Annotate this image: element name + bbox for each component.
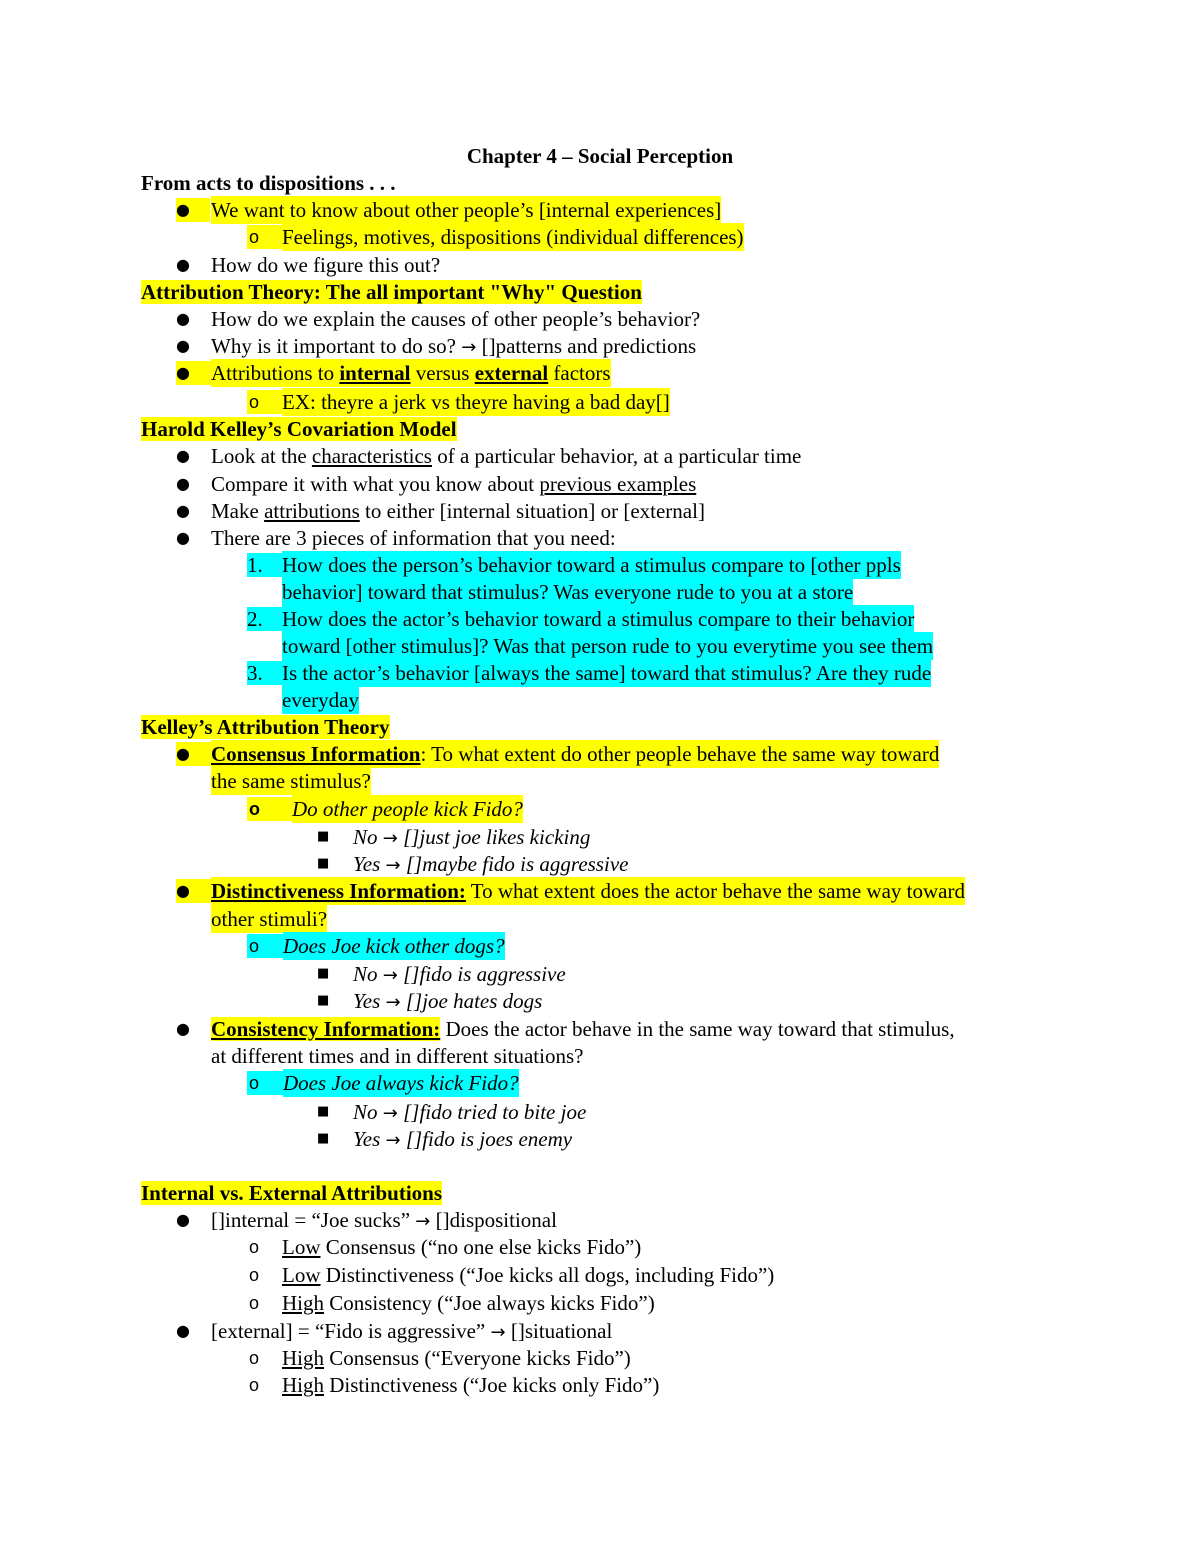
arrow-icon: → <box>461 337 477 358</box>
bullet-icon: ● <box>176 881 190 900</box>
list-number: 2. <box>247 607 263 631</box>
circle-bullet-icon: o <box>249 1293 260 1313</box>
bullet-icon: ● <box>176 528 190 547</box>
bullet-icon: ● <box>176 1210 190 1229</box>
bullet-icon: ● <box>176 255 190 274</box>
circle-bullet-icon: o <box>249 1265 260 1285</box>
document-page: Chapter 4 – Social Perception From acts to dispositions . . . ● We want to know about other people’s [internal experiences] o Feelings, motives, dispositions (individual differences) ● How do we figure this out? Attribution Theory: The all important "Why" Question ● How do we explain the causes of other people’s behavior? ● Why is it important to do so? → []patterns and predictions ● Attributions to internal versus external factors o EX: theyre a jerk vs theyre having a bad day[] Harold Kelley’s Covariation Model ● Look at the characteristics of a particular behavior, at a particular time ● Compare it with what you know about previous examples ● Make attributions to either [internal situation] or [external] ● There are 3 pieces of information that you need: 1. How does the person’s behavior toward a stimulus compare to [other ppls behavior] toward that stimulus? Was everyone rude to you at a store 2. How does the actor’s behavior toward a stimulus compare to their behavior toward [other stimulus]? Was that person rude to you everytime you see them 3. Is the actor’s behavior [always the same] toward that stimulus? Are they rude everyday Kelley’s Attribution Theory ● Consensus Information: To what extent do other people behave the same way toward the same stimulus? o Do other people kick Fido? ■ No → []just joe likes kicking ■ Yes → []maybe fido is aggressive ● Distinctiveness Information: To what extent does the actor behave the same way toward other stimuli? o Does Joe kick other dogs? ■ No → []fido is aggressive ■ Yes → []joe hates dogs ● Consistency Information: Does the actor behave in the same way toward that stimulus, at different times and in different situations? o Does Joe always kick Fido? ■ No → []fido tried to bite joe ■ Yes → []fido is joes enemy Internal vs. External Attributions ● []internal = “Joe sucks” → []dispositional o Low Consensus (“no one else kicks Fido”) o Low Distinctiveness (“Joe kicks all dogs, including Fido”) o High Consistency (“Joe always kicks Fido”) ● [external] = “Fido is aggressive” → []situational o High Consensus (“Everyone kicks Fido”) o High Distinctiveness (“Joe kicks only Fido”) <box>0 0 1200 1553</box>
arrow-icon: → <box>385 855 401 876</box>
heading-acts-to-dispositions: From acts to dispositions . . . <box>141 171 396 195</box>
square-bullet-icon: ■ <box>317 1104 330 1119</box>
arrow-icon: → <box>382 1103 398 1124</box>
circle-bullet-icon: o <box>249 1073 260 1093</box>
circle-bullet-icon: o <box>249 936 260 956</box>
heading-attribution-theory: Attribution Theory: The all important "Why" Question <box>141 280 642 304</box>
arrow-icon: → <box>385 1130 401 1151</box>
bullet-icon: ● <box>176 474 190 493</box>
bullet-icon: ● <box>176 363 190 382</box>
bullet-icon: ● <box>176 1019 190 1038</box>
circle-bullet-icon: o <box>249 799 260 819</box>
circle-bullet-icon: o <box>249 392 260 412</box>
arrow-icon: → <box>490 1322 506 1343</box>
list-number: 1. <box>247 553 263 577</box>
heading-internal-external: Internal vs. External Attributions <box>141 1181 443 1205</box>
arrow-icon: → <box>415 1211 431 1232</box>
bullet-icon: ● <box>176 1321 190 1340</box>
square-bullet-icon: ■ <box>317 1131 330 1146</box>
heading-kelley-attribution: Kelley’s Attribution Theory <box>141 715 390 739</box>
page-title: Chapter 4 – Social Perception <box>466 144 734 168</box>
bullet-icon: ● <box>176 744 190 763</box>
bullet-icon: ● <box>176 309 190 328</box>
square-bullet-icon: ■ <box>317 856 330 871</box>
bullet-icon: ● <box>176 446 190 465</box>
arrow-icon: → <box>382 965 398 986</box>
bullet-icon: ● <box>176 501 190 520</box>
heading-covariation-model: Harold Kelley’s Covariation Model <box>141 417 457 441</box>
arrow-icon: → <box>382 828 398 849</box>
square-bullet-icon: ■ <box>317 829 330 844</box>
bullet-icon: ● <box>176 336 190 355</box>
bullet-icon: ● <box>176 200 190 219</box>
arrow-icon: → <box>385 992 401 1013</box>
circle-bullet-icon: o <box>249 1237 260 1257</box>
circle-bullet-icon: o <box>249 1348 260 1368</box>
square-bullet-icon: ■ <box>317 966 330 981</box>
square-bullet-icon: ■ <box>317 993 330 1008</box>
circle-bullet-icon: o <box>249 227 260 247</box>
list-number: 3. <box>247 661 263 685</box>
circle-bullet-icon: o <box>249 1375 260 1395</box>
